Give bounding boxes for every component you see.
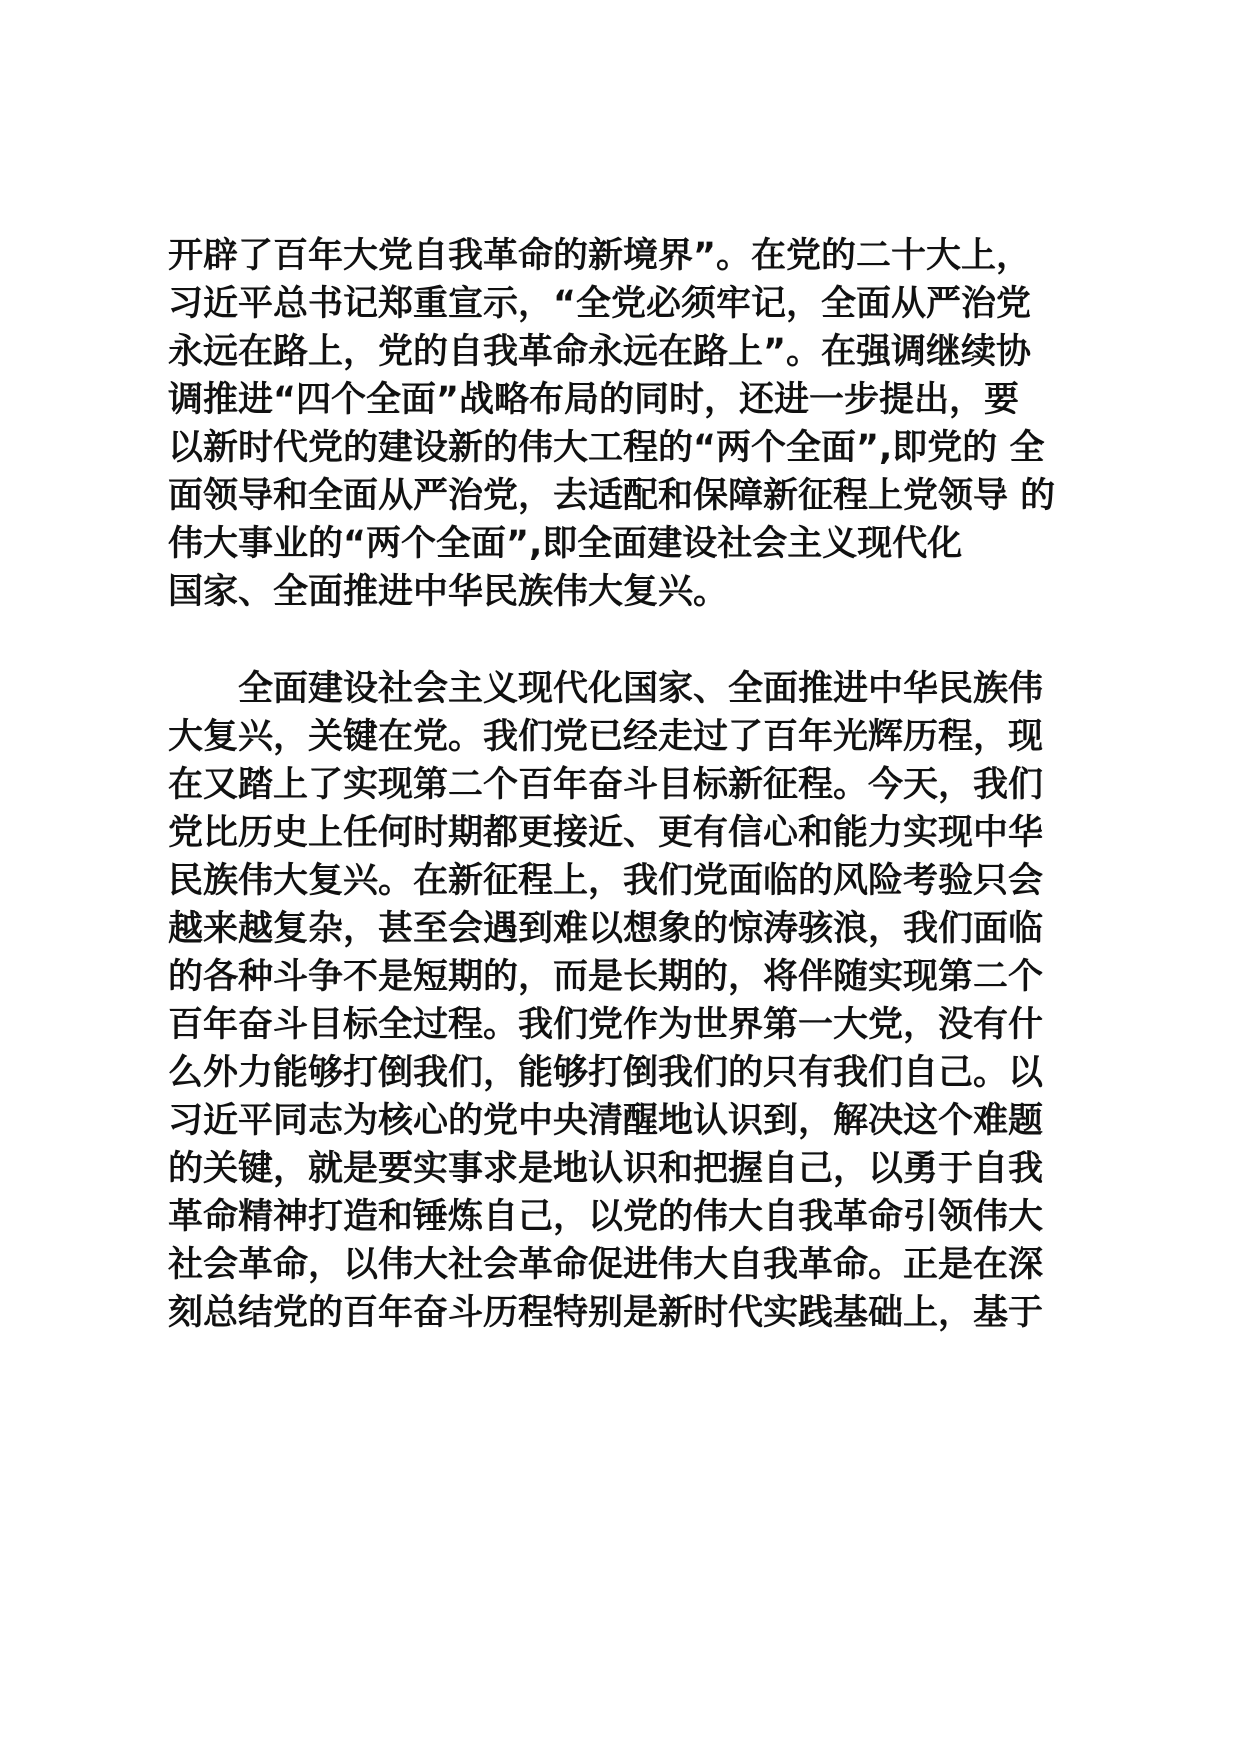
text-line: 社会革命，以伟大社会革命促进伟大自我革命。正是在深	[168, 1245, 1044, 1285]
text-line: 刻总结党的百年奋斗历程特别是新时代实践基础上，基于	[168, 1293, 1044, 1333]
text-line: 大复兴，关键在党。我们党已经走过了百年光辉历程，现	[168, 717, 1044, 757]
text-line: 调推进“四个全面”战略布局的同时，还进一步提出，要	[168, 380, 1020, 420]
text-line: 么外力能够打倒我们，能够打倒我们的只有我们自己。以	[168, 1053, 1044, 1093]
text-line: 习近平总书记郑重宣示，“全党必须牢记，全面从严治党	[168, 284, 1032, 324]
text-line: 开辟了百年大党自我革命的新境界”。在党的二十大上，	[168, 236, 1032, 276]
text-line: 永远在路上，党的自我革命永远在路上”。在强调继续协	[168, 332, 1032, 372]
text-line: 革命精神打造和锤炼自己，以党的伟大自我革命引领伟大	[168, 1197, 1044, 1237]
paragraph-2	[168, 665, 1098, 1337]
paragraph-1	[168, 232, 1098, 616]
text-line: 伟大事业的“两个全面”,即全面建设社会主义现代化	[168, 524, 963, 564]
text-line: 民族伟大复兴。在新征程上，我们党面临的风险考验只会	[168, 861, 1044, 901]
text-line: 面领导和全面从严治党，去适配和保障新征程上党领导 的	[168, 476, 1056, 516]
text-line: 在又踏上了实现第二个百年奋斗目标新征程。今天，我们	[168, 765, 1044, 805]
text-line: 的关键，就是要实事求是地认识和把握自己，以勇于自我	[168, 1149, 1044, 1189]
text-line: 国家、全面推进中华民族伟大复兴。	[168, 572, 729, 612]
text-line: 党比历史上任何时期都更接近、更有信心和能力实现中华	[168, 813, 1044, 853]
text-line: 以新时代党的建设新的伟大工程的“两个全面”,即党的 全	[168, 428, 1045, 468]
text-line: 习近平同志为核心的党中央清醒地认识到，解决这个难题	[168, 1101, 1044, 1141]
text-line: 百年奋斗目标全过程。我们党作为世界第一大党，没有什	[168, 1005, 1044, 1045]
text-line: 全面建设社会主义现代化国家、全面推进中华民族伟	[168, 669, 1044, 709]
text-line: 的各种斗争不是短期的，而是长期的，将伴随实现第二个	[168, 957, 1044, 997]
text-line: 越来越复杂，甚至会遇到难以想象的惊涛骇浪，我们面临	[168, 909, 1044, 949]
